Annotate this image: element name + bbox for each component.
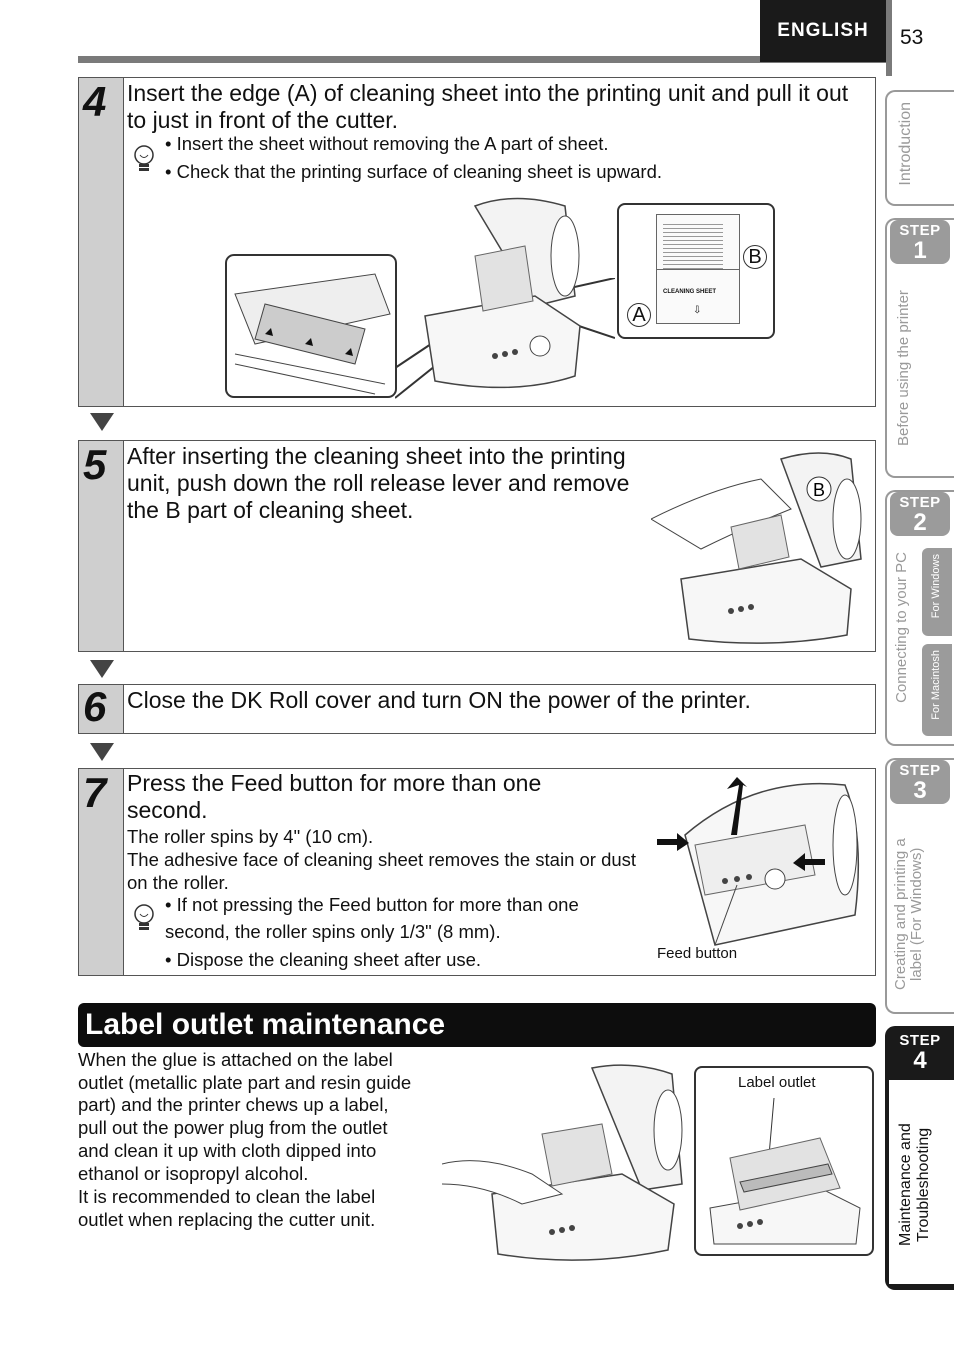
sheet-text-lines [663,221,723,271]
step-arrow-icon [90,413,114,431]
cleaning-outlet-illustration [442,1064,690,1264]
hint-bulb-icon [131,899,157,937]
step-6-box [78,684,876,734]
step-4-badge: STEP 4 [890,1030,950,1074]
step-5-box [78,440,876,652]
label-outlet-label: Label outlet [738,1074,816,1091]
step-instruction: Press the Feed button for more than one second. [127,770,542,823]
step-3-badge: STEP 3 [890,760,950,804]
callout-label-a: A [627,303,651,327]
sidebar-label: Maintenance and Troubleshooting [897,1123,932,1247]
language-tab: ENGLISH [760,0,886,62]
sidebar-label: Before using the printer [895,290,912,446]
sidebar-tab-introduction[interactable] [885,90,954,206]
sheet-divider [657,269,739,270]
step-instruction: Insert the edge (A) of cleaning sheet into the printing unit and pull it out to just in front of the cutter. [127,80,849,133]
hint-item: • Dispose the cleaning sheet after use. [165,949,482,970]
step-number: 6 [83,683,107,730]
step-arrow-icon [90,743,114,761]
cleaning-sheet-callout [617,203,775,339]
cleaning-sheet [656,214,740,324]
sidebar-label: Introduction [897,102,914,186]
page-number: 53 [900,26,924,49]
section-title: Label outlet maintenance [78,1003,876,1047]
step-number: 7 [83,769,107,816]
printer-illustration [415,196,581,396]
step-instruction: After inserting the cleaning sheet into the printing unit, push down the roll release lever and remove the B part of cleaning sheet. [127,443,630,523]
section-paragraph: When the glue is attached on the label outlet (metallic plate part and resin guide part) and the printer chews up a label, pull out the power plug from the outlet and clean it up with cloth dipped into ethanol or isopropyl alcohol. [78,1049,412,1184]
step-number: 4 [83,78,107,125]
step-detail: The roller spins by 4" (10 cm). [127,826,374,847]
step-2-badge: STEP 2 [890,492,950,536]
step-7-box [78,768,876,976]
step-1-badge: STEP 1 [890,220,950,264]
step-arrow-icon [90,660,114,678]
step-number: 5 [83,441,107,488]
step-4-box [78,77,876,407]
printer-lever-illustration [651,449,871,645]
step-detail: The adhesive face of cleaning sheet removes the stain or dust on the roller. [127,849,637,893]
figure-label-b: B [813,480,826,500]
down-arrow-icon: ⇩ [693,305,702,316]
step-instruction: Close the DK Roll cover and turn ON the power of the printer. [127,687,751,713]
printer-feed-illustration [655,775,865,951]
label-outlet-closeup [700,1098,866,1248]
feed-button-label: Feed button [657,945,738,962]
hint-bulb-icon [131,140,157,178]
step-strip [79,78,124,406]
header-rule-vertical [886,0,892,76]
sheet-title: CLEANING SHEET [663,289,717,295]
section-paragraph: It is recommended to clean the label outlet when replacing the cutter unit. [78,1186,376,1230]
sidebar-label: Creating and printing a label (For Windows) [892,838,925,990]
sidebar-label: Connecting to your PC [893,552,910,703]
roller-closeup-illustration [225,254,397,398]
label-outlet-callout [694,1066,874,1256]
callout-label-b: B [743,245,767,269]
step4-label-panel [889,1080,954,1284]
hint-item: • Insert the sheet without removing the A part of sheet. [165,133,609,154]
subtab-windows[interactable]: For Windows [922,548,952,636]
hint-item: • Check that the printing surface of cleaning sheet is upward. [165,161,663,182]
hint-item: • If not pressing the Feed button for more than one second, the roller spins only 1/3" (8 mm). [165,894,579,942]
subtab-macintosh[interactable]: For Macintosh [922,644,952,736]
